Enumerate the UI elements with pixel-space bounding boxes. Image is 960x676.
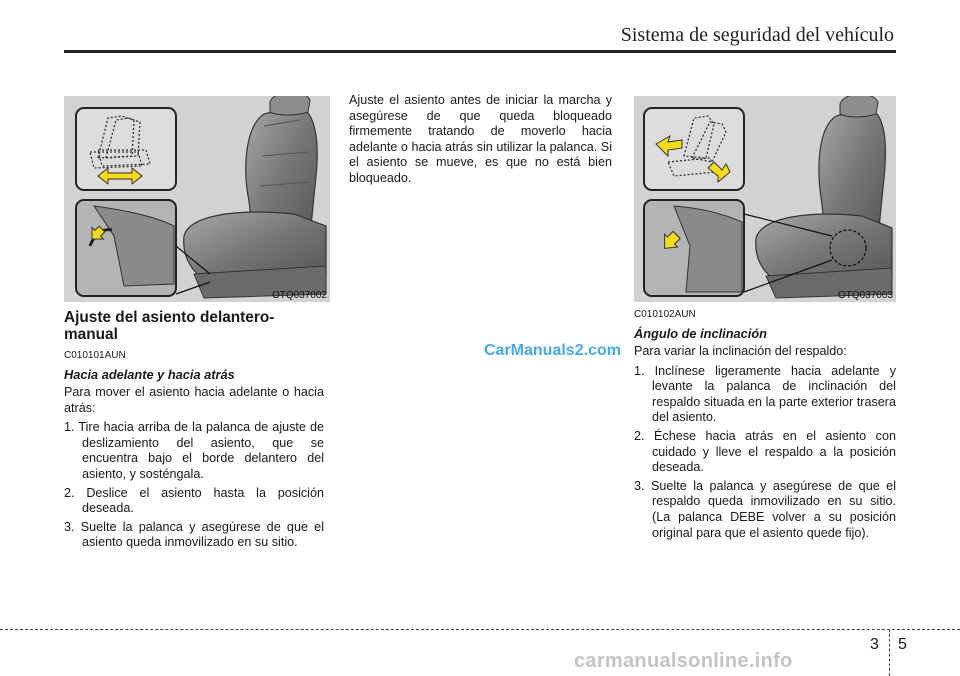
steps-list bbox=[634, 364, 896, 542]
right-column bbox=[634, 308, 896, 544]
list-item: 2. Deslice el asiento hasta la posición deseada. bbox=[64, 485, 324, 516]
page-header-title: Sistema de seguridad del vehículo bbox=[620, 24, 894, 46]
header-rule bbox=[64, 50, 896, 53]
intro-paragraph: Para variar la inclinación del respaldo: bbox=[634, 344, 847, 358]
chapter-number: 3 bbox=[870, 636, 879, 653]
subsection-title: Ángulo de inclinación bbox=[634, 326, 767, 341]
page-number: 5 bbox=[898, 636, 907, 653]
footer-divider bbox=[889, 629, 890, 676]
left-column bbox=[64, 309, 324, 554]
list-item: 3. Suelte la palanca y asegúrese de que el asiento queda inmovilizado en su sitio. bbox=[64, 519, 324, 550]
list-item: 1. Tire hacia arriba de la palanca de ajuste de deslizamiento del asiento, que se encuentra bajo el borde delantero del asiento, y sosténgala. bbox=[64, 420, 324, 481]
section-code: C010102AUN bbox=[634, 309, 696, 320]
subsection-title: Hacia adelante y hacia atrás bbox=[64, 367, 235, 382]
seat-recline-illustration bbox=[634, 96, 896, 302]
footer-rule bbox=[0, 629, 960, 630]
seat-recline-figure bbox=[634, 96, 896, 302]
list-item: 3. Suelte la palanca y asegúrese de que el respaldo queda inmovilizado en su sitio. (La palanca DEBE volver a su posición original para que el asiento quede fijo). bbox=[634, 478, 896, 540]
intro-paragraph: Para mover el asiento hacia adelante o hacia atrás: bbox=[64, 385, 324, 415]
list-item: 2. Échese hacia atrás en el asiento con cuidado y lleve el respaldo a la posición deseada. bbox=[634, 428, 896, 475]
warning-paragraph: Ajuste el asiento antes de iniciar la marcha y asegúrese de que queda bloqueado firmemente tratando de moverlo hacia adelante o hacia atrás sin utilizar la palanca. Si el asiento se mueve, es que no está bien bloqueado. bbox=[349, 93, 612, 185]
watermark-link[interactable]: CarManuals2.com bbox=[484, 342, 621, 359]
middle-column bbox=[349, 93, 612, 187]
list-item: 1. Inclínese ligeramente hacia adelante y levante la palanca de inclinación del respaldo situada en la parte exterior trasera del asiento. bbox=[634, 363, 896, 425]
figure-code-left: OTQ037002 bbox=[271, 290, 327, 301]
figure-code-right: OTQ037003 bbox=[837, 290, 893, 301]
section-code: C010101AUN bbox=[64, 350, 126, 361]
seat-slide-illustration bbox=[64, 96, 330, 302]
steps-list bbox=[64, 420, 324, 551]
credit-link[interactable]: carmanualsonline.info bbox=[574, 650, 793, 672]
seat-slide-figure bbox=[64, 96, 330, 302]
section-title: Ajuste del asiento delantero-manual bbox=[64, 309, 275, 343]
